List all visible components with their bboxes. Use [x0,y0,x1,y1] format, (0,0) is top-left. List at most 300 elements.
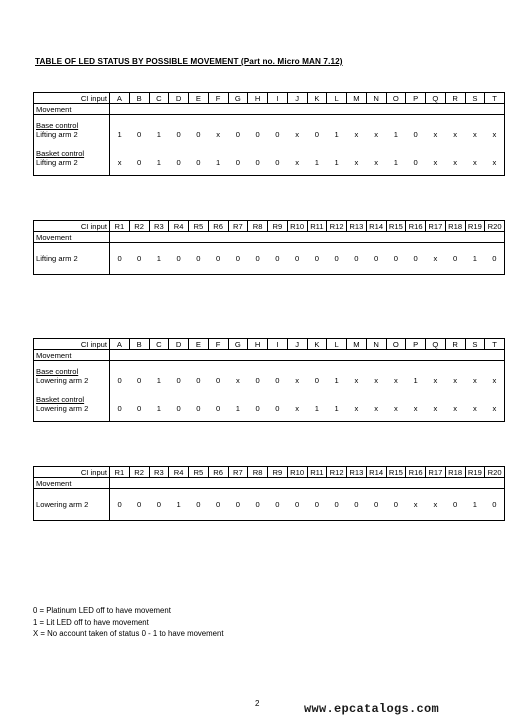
movement-label: Movement [34,350,110,361]
column-header: R12 [327,221,347,232]
blank-cell [287,104,307,115]
spacer-cell [34,263,110,275]
spacer-cell [327,509,347,521]
spacer-cell [327,243,347,254]
column-header: C [149,339,169,350]
blank-cell [129,104,149,115]
blank-cell [149,232,169,243]
spacer-cell [34,413,110,422]
status-cell: 1 [393,157,398,167]
status-cell: 0 [314,253,319,263]
spacer-cell [307,385,327,395]
row-label [34,367,110,385]
status-cell: 0 [137,157,142,167]
spacer-cell [426,243,446,254]
spacer-cell [445,385,465,395]
status-cell: x [374,375,379,385]
spacer-cell [129,413,149,422]
status-cell: 0 [137,375,142,385]
spacer-cell [287,139,307,149]
status-cell: x [433,403,438,413]
spacer-cell [327,489,347,500]
status-cell: 1 [176,499,181,509]
blank-cell [465,478,485,489]
movement-row [34,104,505,115]
status-cell: x [433,129,438,139]
spacer-cell [129,509,149,521]
legend-line-x: X = No account taken of status 0 - 1 to have movement [33,629,224,638]
column-header: R14 [366,467,386,478]
status-cell: 1 [334,129,339,139]
row-group: Basket control [36,148,85,158]
table-row [34,395,505,413]
status-cell: x [472,403,477,413]
spacer-cell [485,385,505,395]
status-cell: 1 [334,157,339,167]
column-header: R19 [465,221,485,232]
spacer-cell [208,167,228,176]
spacer-cell [366,385,386,395]
spacer-cell [307,489,327,500]
column-header: D [169,93,189,104]
column-header: R7 [228,467,248,478]
spacer-cell [189,243,209,254]
column-header: R11 [307,467,327,478]
blank-cell [406,232,426,243]
spacer-cell [149,385,169,395]
led-table-lifting-relays [33,220,505,275]
spacer-row [34,243,505,254]
column-header: O [386,339,406,350]
blank-cell [426,478,446,489]
blank-cell [445,232,465,243]
spacer-cell [445,489,465,500]
spacer-cell [189,413,209,422]
column-header: N [366,339,386,350]
status-cell: x [485,121,505,139]
column-header: R [445,93,465,104]
blank-cell [208,478,228,489]
spacer-cell [327,263,347,275]
status-cell: x [235,375,240,385]
status-cell: 0 [393,499,398,509]
spacer-cell [347,243,367,254]
spacer-cell [465,243,485,254]
spacer-cell [189,385,209,395]
spacer-cell [406,243,426,254]
blank-cell [465,232,485,243]
status-cell: 0 [117,403,122,413]
column-header: Q [426,93,446,104]
spacer-cell [228,489,248,500]
blank-cell [208,104,228,115]
status-cell: 0 [235,253,240,263]
spacer-cell [307,509,327,521]
column-header: O [386,93,406,104]
blank-cell [307,478,327,489]
blank-cell [426,104,446,115]
status-cell: 0 [374,499,379,509]
spacer-cell [386,167,406,176]
column-header: I [268,339,288,350]
blank-cell [307,232,327,243]
status-cell: 1 [156,375,161,385]
spacer-cell [248,263,268,275]
spacer-cell [169,413,189,422]
spacer-cell [169,167,189,176]
column-header: M [347,339,367,350]
blank-cell [268,104,288,115]
spacer-row [34,167,505,176]
row-label [34,254,110,263]
spacer-cell [248,243,268,254]
column-header: H [248,93,268,104]
column-header: R15 [386,467,406,478]
row-group: Basket control [36,394,85,404]
status-cell: 0 [216,253,221,263]
spacer-cell [268,385,288,395]
status-cell: 0 [176,253,181,263]
status-cell: x [295,403,300,413]
spacer-cell [426,489,446,500]
spacer-cell [347,385,367,395]
spacer-cell [386,413,406,422]
spacer-cell [110,243,130,254]
status-cell: 0 [453,499,458,509]
spacer-cell [248,167,268,176]
status-cell: 0 [354,253,359,263]
status-cell: x [485,395,505,413]
status-cell: 0 [235,157,240,167]
status-cell: 0 [255,253,260,263]
status-cell: 0 [117,253,122,263]
spacer-cell [465,385,485,395]
status-cell: 0 [334,253,339,263]
table-row [34,254,505,263]
column-header: R18 [445,221,465,232]
status-cell: 0 [176,403,181,413]
spacer-cell [110,385,130,395]
spacer-cell [485,509,505,521]
status-cell: 0 [137,253,142,263]
spacer-cell [110,489,130,500]
table-row [34,121,505,139]
status-cell: 0 [176,375,181,385]
spacer-row [34,489,505,500]
spacer-cell [189,489,209,500]
status-cell: 1 [334,375,339,385]
spacer-cell [34,167,110,176]
spacer-cell [426,385,446,395]
legend [33,605,223,640]
spacer-cell [228,139,248,149]
blank-cell [406,104,426,115]
spacer-row [34,509,505,521]
spacer-cell [366,243,386,254]
spacer-cell [149,509,169,521]
spacer-cell [406,385,426,395]
spacer-cell [366,413,386,422]
status-cell: 0 [314,375,319,385]
column-header: Q [426,339,446,350]
spacer-cell [366,263,386,275]
status-cell: 0 [196,253,201,263]
spacer-cell [268,509,288,521]
column-header: K [307,93,327,104]
status-cell: 0 [117,499,122,509]
status-cell: 0 [413,157,418,167]
spacer-cell [406,489,426,500]
column-header: R16 [406,467,426,478]
spacer-cell [347,167,367,176]
spacer-cell [386,243,406,254]
status-cell: x [453,129,458,139]
movement-label: Movement [34,232,110,243]
status-cell: 1 [314,403,319,413]
column-header: R16 [406,221,426,232]
column-header: R20 [485,221,505,232]
movement-row [34,350,505,361]
spacer-cell [426,139,446,149]
column-header: C [149,93,169,104]
status-cell: 0 [393,253,398,263]
column-header: G [228,339,248,350]
spacer-cell [149,167,169,176]
column-header: R4 [169,467,189,478]
status-cell: 0 [216,499,221,509]
blank-cell [426,232,446,243]
spacer-cell [169,243,189,254]
status-cell: 1 [156,403,161,413]
spacer-cell [287,413,307,422]
spacer-cell [129,263,149,275]
blank-cell [465,104,485,115]
row-group: Base control [36,366,79,376]
spacer-cell [287,263,307,275]
spacer-cell [386,385,406,395]
status-cell: 1 [156,253,161,263]
column-header: J [287,339,307,350]
column-header: H [248,339,268,350]
status-cell: 0 [196,403,201,413]
blank-cell [327,104,347,115]
spacer-cell [189,139,209,149]
spacer-cell [465,139,485,149]
column-header: R3 [149,467,169,478]
spacer-cell [485,263,505,275]
status-cell: 0 [275,375,280,385]
blank-cell [169,478,189,489]
column-header: R3 [149,221,169,232]
spacer-cell [268,167,288,176]
spacer-cell [189,509,209,521]
column-header: R19 [465,467,485,478]
status-cell: x [393,403,398,413]
spacer-cell [268,263,288,275]
column-header: N [366,93,386,104]
status-cell: 0 [314,129,319,139]
movement-row [34,478,505,489]
movement-row [34,232,505,243]
status-cell: 0 [374,253,379,263]
status-cell: 0 [196,157,201,167]
header-label: CI input [34,221,110,232]
blank-cell [228,232,248,243]
column-header: R2 [129,467,149,478]
blank-cell [366,350,386,361]
status-cell: 0 [413,253,418,263]
table-row [34,500,505,509]
spacer-cell [465,167,485,176]
status-cell: x [393,375,398,385]
blank-cell [189,232,209,243]
spacer-cell [287,167,307,176]
blank-cell [149,350,169,361]
spacer-cell [129,139,149,149]
blank-cell [248,104,268,115]
led-table-lifting-inputs [33,92,505,176]
movement-label: Movement [34,478,110,489]
blank-cell [386,232,406,243]
column-header: R12 [327,467,347,478]
status-cell: 0 [275,499,280,509]
column-header: R [445,339,465,350]
blank-cell [189,350,209,361]
status-cell: 0 [255,375,260,385]
blank-cell [485,478,505,489]
status-cell: 1 [117,129,122,139]
spacer-cell [34,385,110,395]
status-cell: x [433,499,438,509]
row-label [34,149,110,167]
status-cell: 1 [235,403,240,413]
spacer-cell [208,509,228,521]
status-cell: x [433,157,438,167]
column-header: P [406,339,426,350]
spacer-cell [307,413,327,422]
status-cell: 0 [235,499,240,509]
status-cell: x [433,375,438,385]
blank-cell [110,104,130,115]
status-cell: 1 [413,375,418,385]
status-cell: 0 [295,253,300,263]
blank-cell [485,232,505,243]
spacer-cell [228,413,248,422]
status-cell: 1 [314,157,319,167]
row-group: Base control [36,120,79,130]
status-cell: 0 [196,499,201,509]
blank-cell [406,478,426,489]
status-cell: 0 [176,129,181,139]
spacer-cell [465,509,485,521]
status-cell: 1 [156,157,161,167]
spacer-cell [129,489,149,500]
status-cell: x [453,403,458,413]
column-header: E [189,93,209,104]
status-cell: 0 [314,499,319,509]
spacer-cell [169,263,189,275]
spacer-row [34,413,505,422]
spacer-cell [268,243,288,254]
document-title: TABLE OF LED STATUS BY POSSIBLE MOVEMENT (Part no. Micro MAN 7.12) [35,57,343,66]
status-cell: 0 [216,403,221,413]
status-cell: 0 [275,403,280,413]
blank-cell [228,478,248,489]
row-label [34,395,110,413]
column-header: E [189,339,209,350]
row-movement: Lowering arm 2 [36,499,89,509]
column-header: A [110,339,130,350]
spacer-cell [208,413,228,422]
column-header: F [208,339,228,350]
blank-cell [208,232,228,243]
column-header: R13 [347,221,367,232]
spacer-cell [268,413,288,422]
spacer-cell [129,167,149,176]
status-cell: x [216,129,221,139]
column-header: R7 [228,221,248,232]
row-movement: Lifting arm 2 [36,129,78,139]
column-header: R2 [129,221,149,232]
status-cell: 0 [216,375,221,385]
status-cell: x [295,157,300,167]
spacer-cell [110,139,130,149]
page-number: 2 [255,699,260,708]
status-cell: x [472,129,477,139]
column-header: R13 [347,467,367,478]
column-header: P [406,93,426,104]
spacer-cell [327,167,347,176]
status-cell: 1 [472,499,477,509]
row-label [34,500,110,509]
status-cell: x [413,403,418,413]
column-header: R8 [248,221,268,232]
column-header: R1 [110,467,130,478]
blank-cell [386,104,406,115]
blank-cell [406,350,426,361]
spacer-cell [228,263,248,275]
status-cell: 0 [176,157,181,167]
status-cell: x [354,157,359,167]
spacer-cell [34,509,110,521]
column-header: R6 [208,467,228,478]
blank-cell [149,104,169,115]
spacer-cell [149,139,169,149]
spacer-cell [34,489,110,500]
blank-cell [268,232,288,243]
blank-cell [347,350,367,361]
spacer-cell [307,139,327,149]
column-header: R9 [268,221,288,232]
status-cell: 1 [216,157,221,167]
blank-cell [307,104,327,115]
table-row [34,149,505,167]
spacer-cell [445,243,465,254]
spacer-cell [426,263,446,275]
watermark: www.epcatalogs.com [304,702,440,716]
spacer-cell [445,509,465,521]
status-cell: 0 [275,129,280,139]
blank-cell [169,350,189,361]
column-header: R1 [110,221,130,232]
blank-cell [208,350,228,361]
spacer-cell [110,167,130,176]
spacer-cell [208,489,228,500]
spacer-cell [129,243,149,254]
blank-cell [347,478,367,489]
spacer-cell [327,413,347,422]
spacer-row [34,139,505,149]
